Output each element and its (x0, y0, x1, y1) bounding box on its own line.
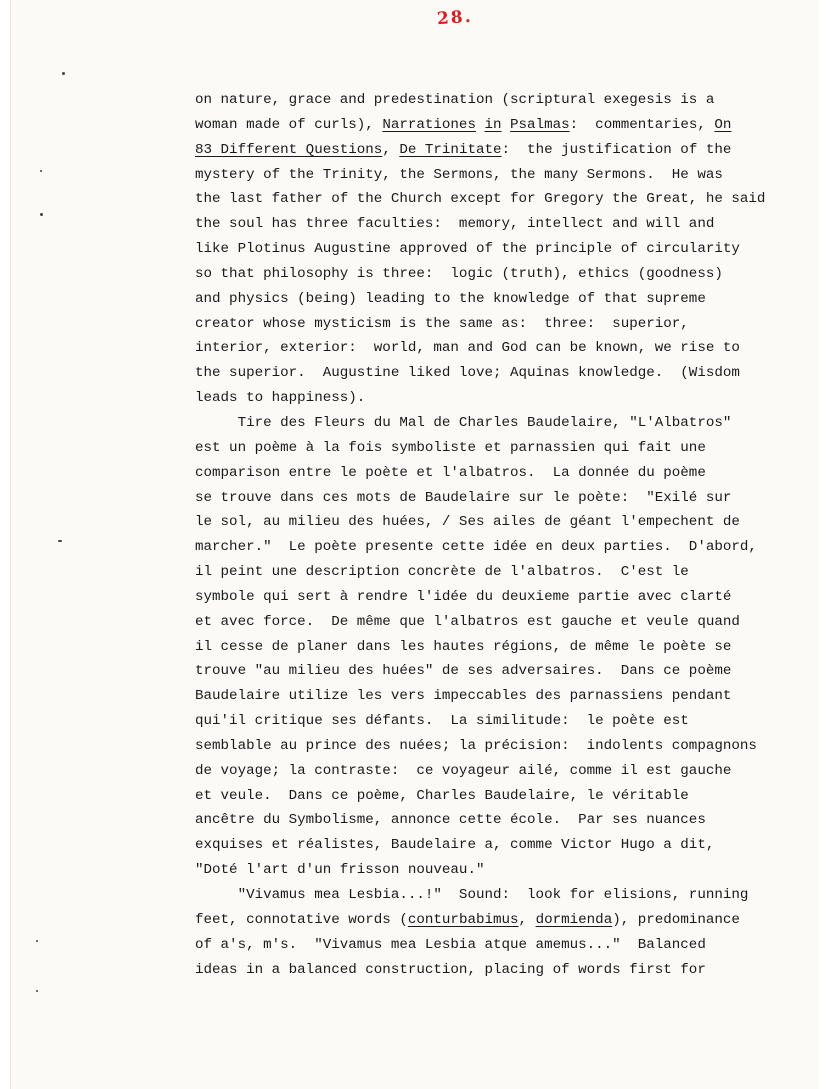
text-line (195, 287, 795, 312)
text-line (195, 138, 795, 163)
text-segment: so that philosophy is three: logic (truth), ethics (goodness) (195, 265, 723, 282)
text-segment: , (518, 911, 536, 928)
text-line (195, 883, 795, 908)
text-segment: "Vivamus mea Lesbia...!" Sound: look for elisions, running (195, 887, 749, 903)
text-line (195, 386, 795, 411)
text-line (195, 510, 795, 535)
underlined-title: De Trinitate (399, 141, 502, 158)
text-segment: il cesse de planer dans les hautes régions, de même le poète se (195, 638, 732, 655)
text-segment: the last father of the Church except for Gregory the Great, he said (195, 191, 766, 208)
text-segment: on nature, grace and predestination (scriptural exegesis is a (195, 92, 715, 108)
text-line (195, 436, 795, 461)
text-line (195, 163, 795, 188)
text-segment: leads to happiness). (195, 390, 366, 407)
text-segment: de voyage; la contraste: ce voyageur ailé, comme il est gauche (195, 762, 732, 779)
scan-speck (62, 72, 65, 75)
underlined-title: On (714, 116, 732, 133)
text-line (195, 784, 795, 809)
text-segment: symbole qui sert à rendre l'idée du deuxieme partie avec clarté (195, 588, 732, 605)
scan-speck (36, 990, 38, 992)
text-segment: like Plotinus Augustine approved of the principle of circularity (195, 241, 740, 258)
text-segment: Tire des Fleurs du Mal de Charles Baudelaire, "L'Albatros" (195, 414, 732, 431)
text-segment: ancêtre du Symbolisme, annonce cette école. Par ses nuances (195, 812, 706, 829)
text-line (195, 908, 795, 933)
underlined-title: Psalmas (510, 116, 570, 133)
text-line (195, 88, 795, 113)
text-segment: il peint une description concrète de l'albatros. C'est le (195, 564, 689, 581)
text-segment: le sol, au milieu des huées, / Ses ailes de géant l'empechent de (195, 514, 740, 531)
underlined-title: conturbabimus (407, 911, 519, 928)
text-segment: est un poème à la fois symboliste et parnassien qui fait une (195, 439, 706, 456)
page-number: 28. (436, 6, 474, 30)
scan-speck (40, 170, 42, 172)
text-line (195, 833, 795, 858)
text-line (195, 659, 795, 684)
text-segment: Baudelaire utilize les vers impeccables des parnassiens pendant (195, 688, 732, 705)
scan-margin (0, 0, 10, 1089)
text-line (195, 535, 795, 560)
text-line (195, 187, 795, 212)
underlined-title: dormienda (535, 911, 613, 928)
text-line (195, 237, 795, 262)
text-line (195, 610, 795, 635)
text-segment: feet, connotative words ( (195, 911, 408, 928)
text-line (195, 486, 795, 511)
text-line (195, 759, 795, 784)
text-line (195, 734, 795, 759)
text-line (195, 560, 795, 585)
underlined-title: in (484, 116, 502, 133)
text-line (195, 933, 795, 958)
text-line (195, 635, 795, 660)
text-segment: of a's, m's. "Vivamus mea Lesbia atque amemus..." Balanced (195, 936, 706, 953)
document-body (195, 88, 795, 982)
text-line (195, 336, 795, 361)
text-line (195, 709, 795, 734)
text-segment: exquises et réalistes, Baudelaire a, comme Victor Hugo a dit, (195, 837, 715, 854)
text-line (195, 361, 795, 386)
text-segment: creator whose mysticism is the same as: three: superior, (195, 315, 689, 332)
text-segment: et veule. Dans ce poème, Charles Baudelaire, le véritable (195, 787, 689, 804)
text-line (195, 212, 795, 237)
underlined-title: Narrationes (382, 116, 476, 133)
scan-speck (58, 540, 62, 542)
text-line (195, 958, 795, 983)
text-line (195, 585, 795, 610)
text-line (195, 411, 795, 436)
scan-speck (40, 213, 43, 216)
text-segment: qui'il critique ses défants. La similitude: le poète est (195, 713, 689, 730)
text-line (195, 684, 795, 709)
text-segment: trouve "au milieu des huées" de ses adversaires. Dans ce poème (195, 663, 732, 680)
text-segment: , (382, 141, 400, 158)
text-segment: : commentaries, (569, 116, 715, 133)
text-segment: ideas in a balanced construction, placing of words first for (195, 961, 706, 978)
text-line (195, 312, 795, 337)
text-line (195, 858, 795, 883)
text-segment: ), predominance (612, 911, 740, 928)
underlined-title: 83 Different Questions (195, 141, 383, 158)
text-segment: "Doté l'art d'un frisson nouveau." (195, 862, 485, 879)
scan-speck (36, 940, 38, 942)
text-line (195, 808, 795, 833)
text-segment: : the justification of the (501, 141, 732, 158)
text-segment: et avec force. De même que l'albatros est gauche et veule quand (195, 613, 740, 630)
text-segment: the soul has three faculties: memory, intellect and will and (195, 216, 715, 233)
text-segment: mystery of the Trinity, the Sermons, the many Sermons. He was (195, 166, 723, 183)
text-line (195, 113, 795, 138)
text-segment: semblable au prince des nuées; la précision: indolents compagnons (195, 737, 757, 754)
text-segment: woman made of curls), (195, 116, 383, 133)
text-line (195, 262, 795, 287)
text-segment: interior, exterior: world, man and God can be known, we rise to (195, 340, 740, 357)
text-segment: the superior. Augustine liked love; Aquinas knowledge. (Wisdom (195, 365, 740, 382)
text-segment: se trouve dans ces mots de Baudelaire sur le poète: "Exilé sur (195, 489, 732, 506)
text-line (195, 461, 795, 486)
text-segment: comparison entre le poète et l'albatros. La donnée du poème (195, 464, 706, 481)
text-segment (502, 117, 511, 133)
text-segment: and physics (being) leading to the knowledge of that supreme (195, 290, 706, 307)
text-segment: marcher." Le poète presente cette idée en deux parties. D'abord, (195, 539, 757, 556)
